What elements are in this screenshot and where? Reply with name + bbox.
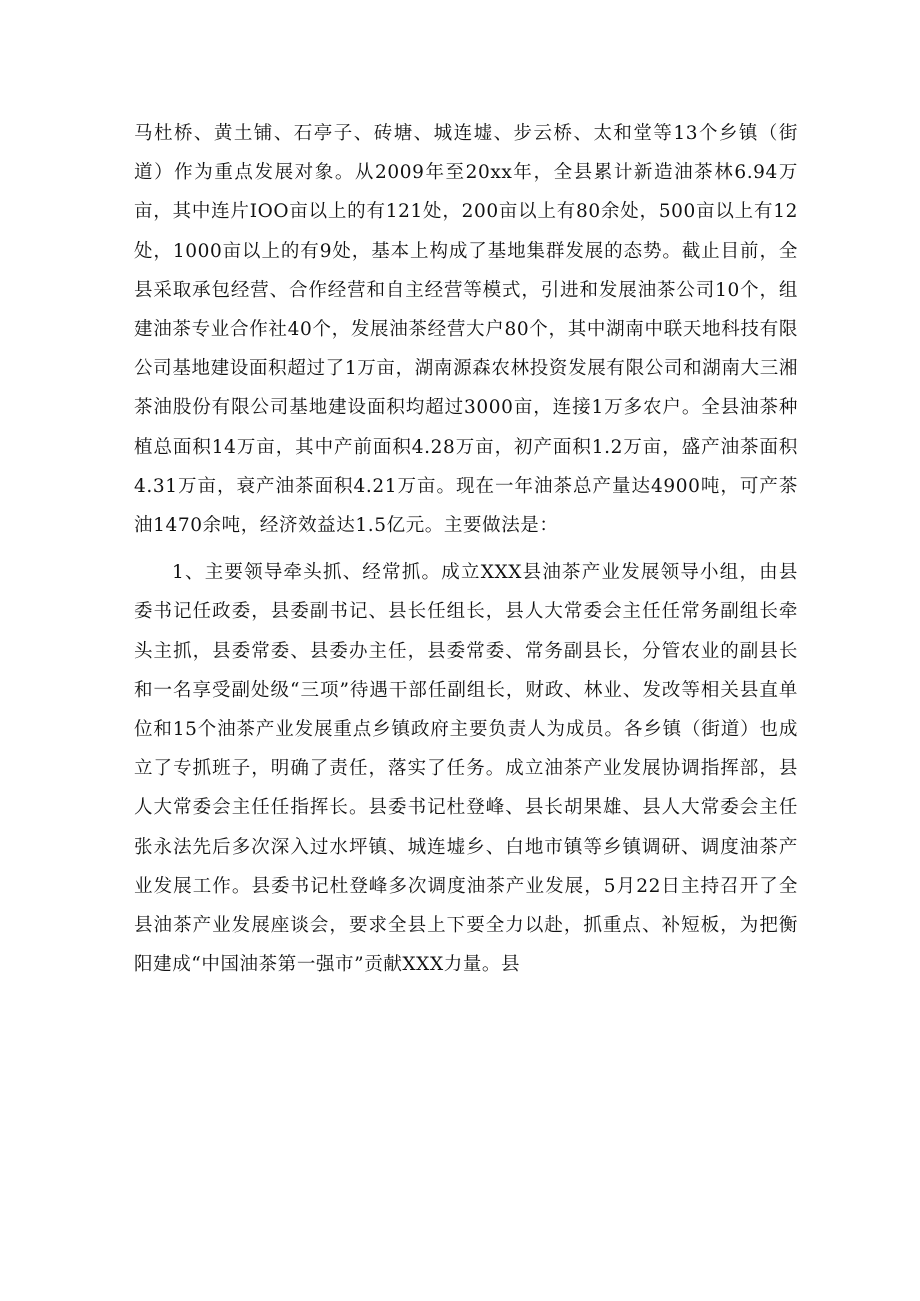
paragraph-continuation: 马杜桥、黄土铺、石亭子、砖塘、城连墟、步云桥、太和堂等13个乡镇（街道）作为重点发展对象。从2009年至20xx年，全县累计新造油茶林6.94万亩，其中连片IOO亩以上的有121处，200亩以上有80余处，500亩以上有12处，1000亩以上的有9处，基本上构成了基地集群发展的态势。截止目前，全县采取承包经营、合作经营和自主经营等模式，引进和发展油茶公司10个，组建油茶专业合作社40个，发展油茶经营大户80个，其中湖南中联天地科技有限公司基地建设面积超过了1万亩，湖南源森农林投资发展有限公司和湖南大三湘茶油股份有限公司基地建设面积均超过3000亩，连接1万多农户。全县油茶种植总面积14万亩，其中产前面积4.28万亩，初产面积1.2万亩，盛产油茶面积4.31万亩，衰产油茶面积4.21万亩。现在一年油茶总产量达4900吨，可产茶油1470余吨，经济效益达1.5亿元。主要做法是： [134,123,798,537]
paragraph-point-1: 1、主要领导牵头抓、经常抓。成立XXX县油茶产业发展领导小组，由县委书记任政委，县委副书记、县长任组长，县人大常委会主任任常务副组长牵头主抓，县委常委、县委办主任，县委常委、常务副县长，分管农业的副县长和一名享受副处级“三项”待遇干部任副组长，财政、林业、发改等相关县直单位和15个油茶产业发展重点乡镇政府主要负责人为成员。各乡镇（街道）也成立了专抓班子，明确了责任，落实了任务。成立油茶产业发展协调指挥部，县人大常委会主任任指挥长。县委书记杜登峰、县长胡果雄、县人大常委会主任张永法先后多次深入过水坪镇、城连墟乡、白地市镇等乡镇调研、调度油茶产业发展工作。县委书记杜登峰多次调度油茶产业发展，5月22日主持召开了全县油茶产业发展座谈会，要求全县上下要全力以赴，抓重点、补短板，为把衡阳建成“中国油茶第一强市”贡献XXX力量。县 [134,562,798,976]
document-body [134,114,798,984]
